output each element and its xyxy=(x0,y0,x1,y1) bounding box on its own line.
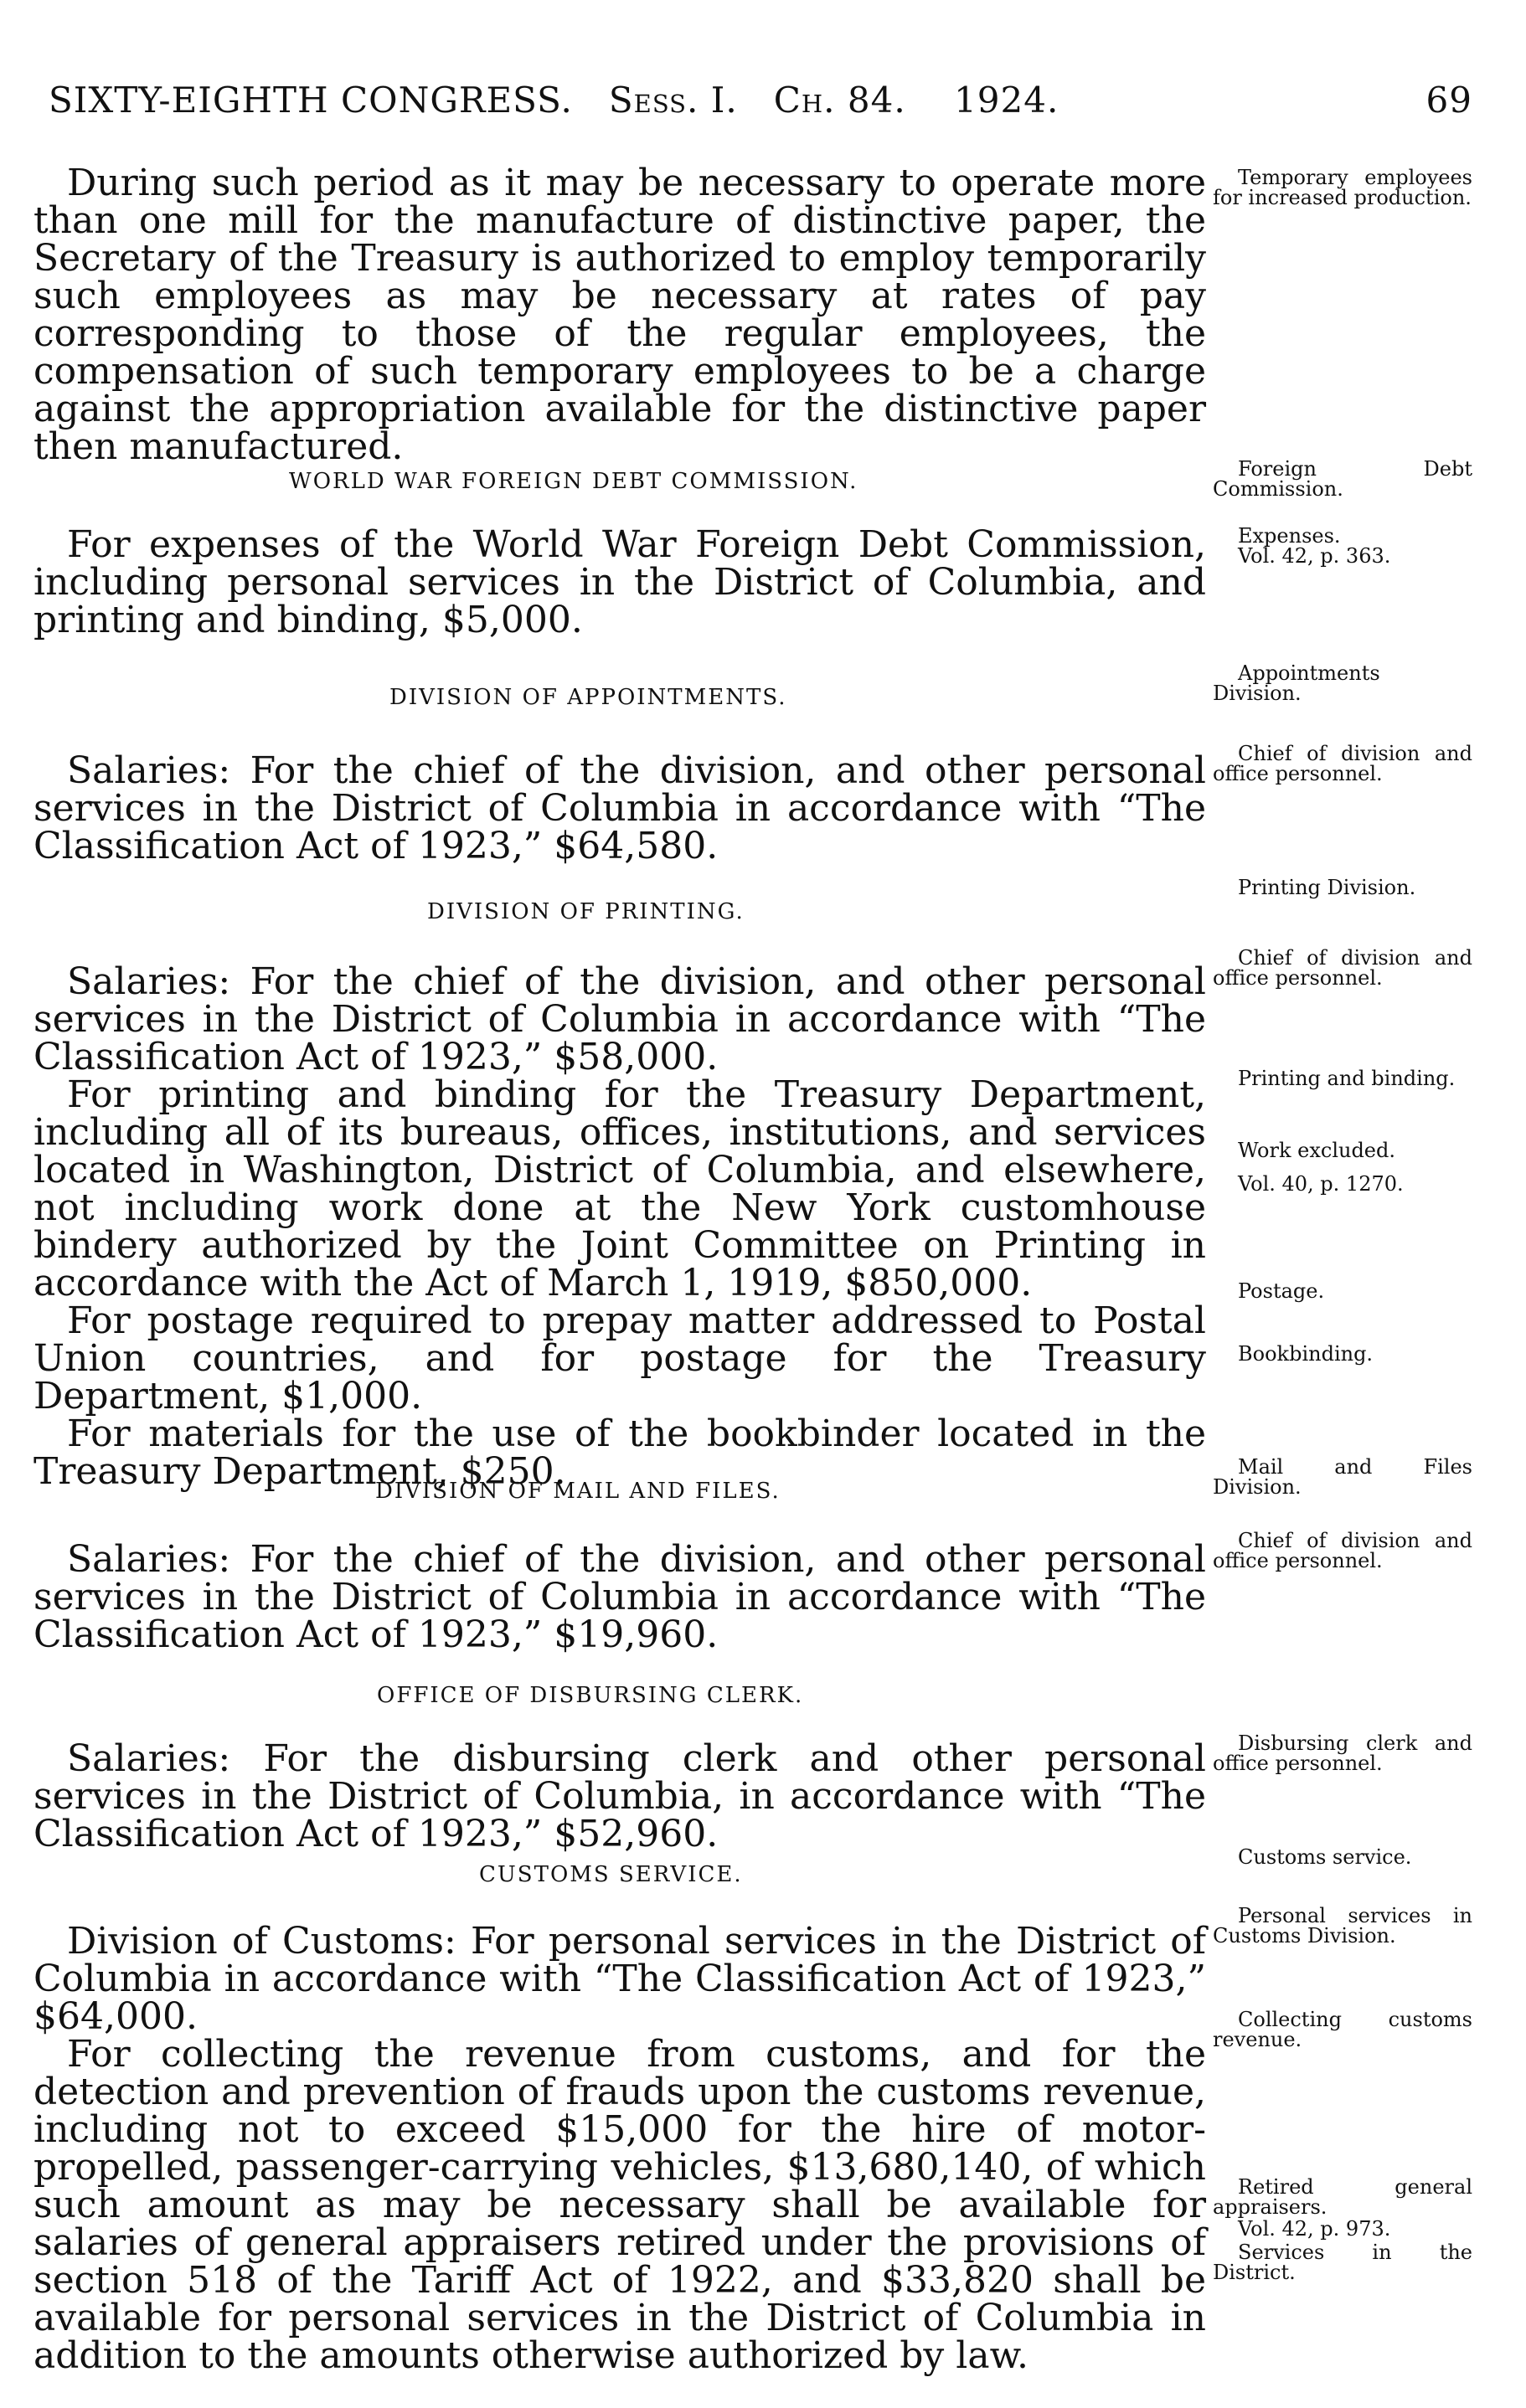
heading-division-of-mail-and-files: DIVISION OF MAIL AND FILES. xyxy=(375,1479,781,1504)
margin-note-customs-service: Customs service. xyxy=(1238,1845,1412,1869)
margin-note-mail-files-division: Mail and Files Division. xyxy=(1213,1455,1472,1499)
heading-division-of-appointments: DIVISION OF APPOINTMENTS. xyxy=(389,685,787,710)
section-disbursing-salaries xyxy=(34,1737,1206,1855)
session-label: Sess. I. xyxy=(608,80,738,121)
margin-note-services-district: Services in the District. xyxy=(1213,2241,1472,2284)
paragraph-temporary-employees: During such period as it may be necessary to operate more than one mill for the manufacture of distinctive paper, the Secretary of the Treasury is authorized to employ temporarily such employees as may be necessary at rates of pay corresponding to those of the regular employees, the compensation of such temporary employees to be a charge against the appropriation available for the distinctive paper then manufactured. xyxy=(34,162,1206,468)
paragraph-postage: For postage required to prepay matter addressed to Postal Union countries, and for postage for the Treasury Department, $1,000. xyxy=(34,1299,1206,1418)
heading-division-of-printing: DIVISION OF PRINTING. xyxy=(427,899,745,924)
margin-note-appointments-chief: Chief of division and office personnel. xyxy=(1213,742,1472,785)
heading-foreign-debt-commission: WORLD WAR FOREIGN DEBT COMMISSION. xyxy=(289,469,858,494)
section-mail-files-salaries xyxy=(34,1538,1206,1656)
section-temporary-employees xyxy=(34,164,1206,466)
section-foreign-debt-expenses xyxy=(34,523,1206,641)
heading-office-of-disbursing-clerk: OFFICE OF DISBURSING CLERK. xyxy=(377,1683,804,1708)
section-customs xyxy=(34,1922,1206,2375)
paragraph-printing-salaries: Salaries: For the chief of the division, and other personal services in the District of Columbia in accordance with “The Classification Act of 1923,” $58,000. xyxy=(34,960,1206,1078)
paragraph-mail-files-salaries: Salaries: For the chief of the division, and other personal services in the District of Columbia in accordance with “The Classification Act of 1923,” $19,960. xyxy=(34,1538,1206,1656)
paragraph-appointments-salaries: Salaries: For the chief of the division, and other personal services in the District of Columbia in accordance with “The Classification Act of 1923,” $64,580. xyxy=(34,749,1206,867)
margin-note-customs-personal-services: Personal services in Customs Division. xyxy=(1213,1904,1472,1947)
page-header xyxy=(49,80,1472,130)
margin-note-bookbinding: Bookbinding. xyxy=(1238,1342,1374,1366)
year-label: 1924. xyxy=(954,80,1059,121)
paragraph-disbursing-salaries: Salaries: For the disbursing clerk and other personal services in the District of Columbia, in accordance with “The Classification Act of 1923,” $52,960. xyxy=(34,1737,1206,1855)
congress-label: SIXTY-EIGHTH CONGRESS. xyxy=(49,80,573,121)
chapter-label: Ch. 84. xyxy=(773,80,906,121)
margin-note-foreign-debt-commission: Foreign Debt Commission. xyxy=(1213,457,1472,501)
running-head xyxy=(49,80,1059,121)
page-number: 69 xyxy=(1425,80,1472,121)
margin-note-retired-appraisers: Retired general appraisers. xyxy=(1213,2175,1472,2219)
margin-note-printing-division: Printing Division. xyxy=(1238,876,1416,899)
margin-note-printing-and-binding: Printing and binding. xyxy=(1238,1067,1456,1090)
margin-note-disbursing-clerk: Disbursing clerk and office personnel. xyxy=(1213,1731,1472,1775)
margin-note-work-excluded: Work excluded. xyxy=(1238,1139,1396,1162)
margin-note-appointments-division: Appointments Division. xyxy=(1213,661,1380,705)
margin-note-temporary-employees: Temporary employees for increased production. xyxy=(1213,166,1472,209)
margin-note-expenses-ref: Vol. 42, p. 363. xyxy=(1238,544,1391,568)
margin-note-expenses: Expenses. xyxy=(1238,524,1341,548)
margin-note-postage: Postage. xyxy=(1238,1279,1325,1303)
paragraph-printing-and-binding: For printing and binding for the Treasury Department, including all of its bureaus, offices, institutions, and services located in Washington, District of Columbia, and elsewhere, not including work done at the New York customhouse bindery authorized by the Joint Committee on Printing in accordance with the Act of March 1, 1919, $850,000. xyxy=(34,1073,1206,1304)
heading-customs-service: CUSTOMS SERVICE. xyxy=(479,1862,743,1887)
margin-note-collecting-revenue: Collecting customs revenue. xyxy=(1213,2008,1472,2051)
paragraph-bookbinding: For materials for the use of the bookbinder located in the Treasury Department, $250. xyxy=(34,1412,1206,1493)
paragraph-foreign-debt-expenses: For expenses of the World War Foreign Debt Commission, including personal services in the District of Columbia, and printing and binding, $5,000. xyxy=(34,523,1206,641)
paragraph-customs-personal-services: Division of Customs: For personal services in the District of Columbia in accordance with “The Classification Act of 1923,” $64,000. xyxy=(34,1920,1206,2038)
margin-note-retired-appraisers-ref: Vol. 42, p. 973. xyxy=(1238,2217,1391,2241)
margin-note-printing-chief: Chief of division and office personnel. xyxy=(1213,946,1472,990)
margin-note-work-excluded-ref: Vol. 40, p. 1270. xyxy=(1238,1172,1404,1196)
paragraph-collecting-revenue: For collecting the revenue from customs, and for the detection and prevention of frauds upon the customs revenue, including not to exceed $15,000 for the hire of motor-propelled, passenger-carrying vehicles, $13,680,140, of which such amount as may be necessary shall be available for salaries of general appraisers retired under the provisions of section 518 of the Tariff Act of 1922, and $33,820 shall be available for personal services in the District of Columbia in addition to the amounts otherwise authorized by law. xyxy=(34,2033,1206,2377)
margin-note-mail-files-chief: Chief of division and office personnel. xyxy=(1213,1529,1472,1572)
section-appointments-salaries xyxy=(34,749,1206,867)
